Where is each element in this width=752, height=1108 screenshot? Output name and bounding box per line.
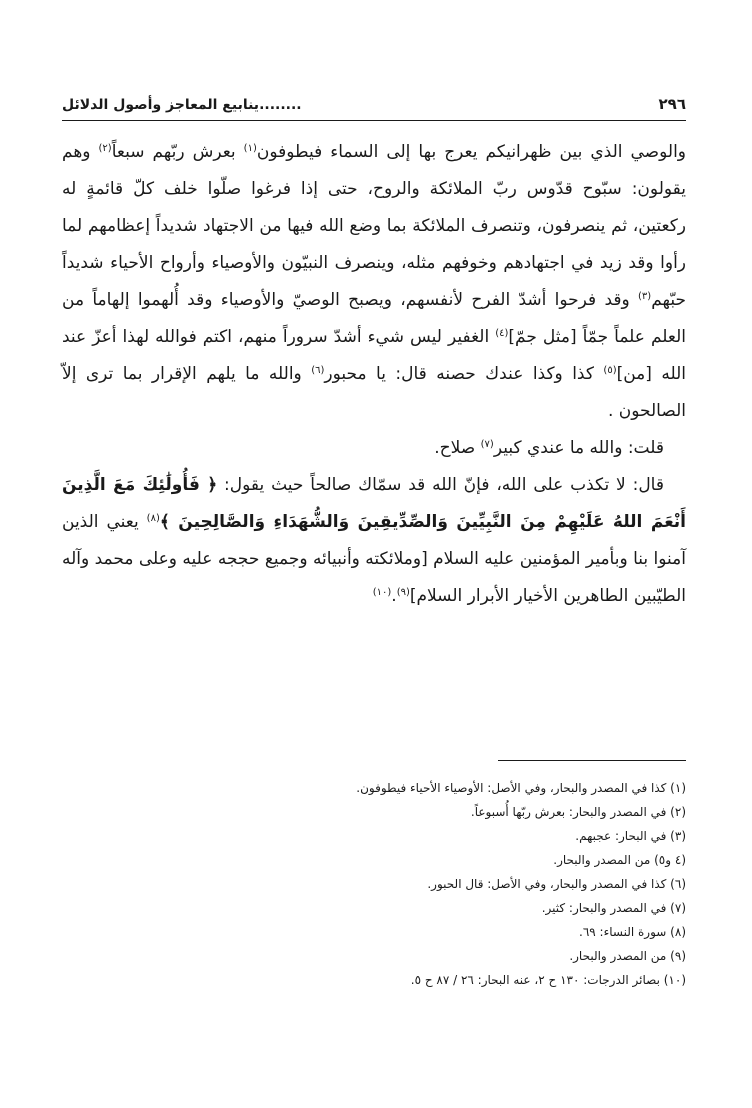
footnote-ref: (٧) (480, 439, 494, 450)
text-segment: الغفير ليس شيء أشدّ سروراً منهم، اكتم فوالله لهذا أعزّ عند الله [من] (62, 327, 686, 384)
footnote-ref: (٣) (638, 291, 652, 302)
paragraph-answer (62, 467, 686, 615)
text-segment: والوصي الذي بين ظهرانيكم يعرج بها إلى السماء فيطوفون (256, 142, 687, 162)
footnote-ref: (٢) (98, 143, 112, 154)
footnote: (٢) في المصدر والبحار: بعرش ربّها أُسبوعاً. (470, 805, 686, 819)
text-segment: قال: لا تكذب على الله، فإنّ الله قد سمّاك صالحاً حيث يقول: (217, 475, 664, 495)
footnote-ref: (١٠) (372, 587, 392, 598)
text-segment: قلت: والله ما عندي كبير (493, 438, 664, 458)
text-segment: يعني الذين آمنوا بنا وبأمير المؤمنين عليه السلام [وملائكته وأنبيائه وجميع حججه عليه وعلى محمد وآله الطيّبين الطاهرين الأخيار الأبرار السلام] (62, 512, 686, 606)
footnote-ref: (٥) (603, 365, 617, 376)
footnote: (٦) كذا في المصدر والبحار، وفي الأصل: قال الحبور. (427, 877, 686, 891)
text-segment: وقد فرحوا أشدّ الفرح لأنفسهم، ويصبح الوصيّ والأوصياء وقد أُلهموا إلهاماً من العلم علماً جمّاً [مثل جمّ] (62, 290, 687, 347)
book-title: ينابيع المعاجز وأصول الدلائل (62, 97, 260, 113)
footnote: (١) كذا في المصدر والبحار، وفي الأصل: الأوصياء الأحياء فيطوفون. (356, 781, 686, 795)
text-segment: صلاح. (434, 438, 481, 458)
page-number: ٢٩٦ (658, 95, 686, 113)
footnote: (٣) في البحار: عجبهم. (575, 829, 686, 843)
footnote: (٩) من المصدر والبحار. (569, 949, 686, 963)
running-title (62, 97, 302, 113)
footnote-ref: (٤) (495, 328, 509, 339)
footnote-ref: (١) (243, 143, 257, 154)
footnote: (١٠) بصائر الدرجات: ١٣٠ ح ٢، عنه البحار: ٢٦ / ٨٧ ح ٥. (410, 973, 686, 987)
footnote: (٤ و٥) من المصدر والبحار. (553, 853, 686, 867)
footnote-ref: (٩) (396, 587, 410, 598)
footnote-ref: (٨) (146, 513, 160, 524)
leader-dots: ........ (259, 97, 302, 113)
text-segment: كذا وكذا عندك حصنه قال: يا محبور (324, 364, 604, 384)
text-segment: بعرش ربّهم سبعاً (111, 142, 244, 162)
footnote-separator (498, 760, 686, 761)
footnotes (62, 776, 686, 992)
quran-verse: ﴿ فَأُولَٰئِكَ مَعَ الَّذِينَ أَنْعَمَ اللهُ عَلَيْهِمْ مِنَ النَّبِيِّينَ وَالصِّدِّيقِينَ وَالشُّهَدَاءِ وَالصَّالِحِينَ ﴾ (62, 475, 687, 532)
main-text (62, 134, 686, 615)
footnote: (٨) سورة النساء: ٦٩. (579, 925, 686, 939)
footnote: (٧) في المصدر والبحار: كثير. (541, 901, 686, 915)
paragraph-question (62, 430, 686, 467)
running-header (62, 86, 686, 121)
text-segment: . (391, 586, 397, 606)
text-segment: وهم يقولون: سبّوح قدّوس ربّ الملائكة والروح، حتى إذا فرغوا صلّوا خلف كلّ قائمةٍ له ركعتين، ثم ينصرفون، وتنصرف الملائكة بما وضع الله فيها من الاجتهاد شديداً إعظامهم لما رأوا وقد زيد في اجتهادهم وخوفهم مثله، وينصرف النبيّون والأوصياء وأرواح الأحياء شديداً حبّهم (62, 142, 686, 310)
footnote-ref: (٦) (311, 365, 325, 376)
paragraph-narration (62, 134, 686, 430)
text-segment: والله ما يلهم الإقرار بما ترى إلاّ الصالحون . (62, 364, 686, 421)
